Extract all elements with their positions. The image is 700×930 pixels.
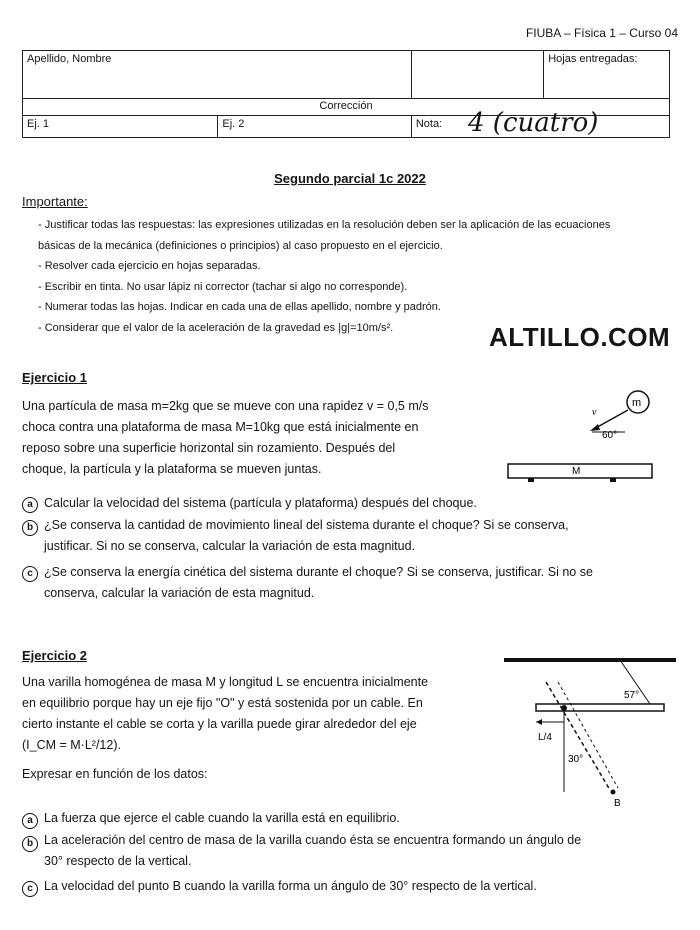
ex2-bullet-a: a — [22, 813, 38, 829]
ex1-item-b: ¿Se conserva la cantidad de movimiento lineal del sistema durante el choque? Si se conserva, justificar. Si no se conserva, calcular la variación de esta magnitud. — [44, 518, 569, 553]
ex2-figure — [500, 652, 680, 812]
course-header: FIUBA – Física 1 – Curso 04 — [525, 26, 678, 40]
ex2-bullet-c: c — [22, 881, 38, 897]
grade-handwritten: 4 (cuatro) — [468, 108, 599, 138]
ex2-fig-len: L/4 — [538, 732, 552, 743]
ex1-bullet-c: c — [22, 566, 38, 582]
ex2-item-b: La aceleración del centro de masa de la varilla cuando ésta se encuentra formando un ángulo de 30° respecto de la vertical. — [44, 833, 582, 868]
ex2-item-c: La velocidad del punto B cuando la varilla forma un ángulo de 30° respecto de la vertical. — [44, 879, 537, 893]
name-cell: Apellido, Nombre — [23, 51, 412, 99]
ex1-fig-m: m — [632, 397, 642, 409]
ex2-fig-angle2: 30° — [568, 754, 584, 765]
ex1-bullet-b: b — [22, 520, 38, 536]
grade-cell: Nota: — [411, 116, 669, 138]
ex1-fig-M: M — [572, 466, 581, 477]
ej2-cell: Ej. 2 — [218, 116, 411, 138]
ex1-heading: Ejercicio 1 — [22, 370, 88, 385]
correction-label: Corrección — [23, 99, 670, 116]
ex1-item-c: ¿Se conserva la energía cinética del sistema durante el choque? Si se conserva, justificar. Si no se conserva, calcular la variación de esta magnitud. — [44, 565, 593, 600]
important-list — [38, 215, 610, 338]
ex1-item-a: Calcular la velocidad del sistema (partícula y plataforma) después del choque. — [44, 496, 477, 510]
sheets-cell: Hojas entregadas: — [544, 51, 670, 99]
important-line: - Justificar todas las respuestas: las expresiones utilizadas en la resolución deben ser la aplicación de las ecuaciones — [38, 219, 611, 231]
important-line: - Considerar que el valor de la aceleración de la gravedad es |g|=10m/s². — [38, 321, 394, 334]
exam-title: Segundo parcial 1c 2022 — [274, 171, 426, 186]
important-heading: Importante: — [22, 194, 88, 209]
ex2-heading: Ejercicio 2 — [22, 648, 88, 663]
important-line: - Escribir en tinta. No usar lápiz ni corrector (tachar si algo no corresponde). — [38, 280, 408, 293]
important-line: básicas de la mecánica (definiciones o principios) al caso propuesto en el ejercicio. — [38, 239, 443, 252]
ex1-statement: Una partícula de masa m=2kg que se mueve con una rapidez v = 0,5 m/s choca contra una plataforma de masa M=10kg que está inicialmente en reposo sobre una superficie horizontal sin rozamiento. Después del choque, la partícula y la plataforma se mueven juntas. — [22, 399, 429, 476]
blank-cell — [411, 51, 543, 99]
important-line: - Numerar todas las hojas. Indicar en cada una de ellas apellido, nombre y padrón. — [38, 301, 441, 313]
ex2-statement: Una varilla homogénea de masa M y longitud L se encuentra inicialmente en equilibrio porque hay un eje fijo "O" y está sostenida por un cable. En cierto instante el cable se corta y la varilla puede girar alrededor del eje (I_CM = M·L²/12). Expresar en función de los datos: — [22, 675, 429, 781]
ex2-bullet-b: b — [22, 836, 38, 852]
ex1-fig-angle: 60° — [602, 430, 618, 441]
ex1-fig-v: v — [592, 407, 597, 418]
important-line: - Resolver cada ejercicio en hojas separadas. — [38, 260, 261, 272]
ex2-fig-angle1: 57° — [624, 690, 640, 701]
ex1-figure — [500, 380, 680, 490]
ej1-cell: Ej. 1 — [23, 116, 218, 138]
ex2-fig-point: B — [614, 798, 621, 809]
ex2-item-a: La fuerza que ejerce el cable cuando la varilla está en equilibrio. — [44, 811, 400, 825]
ex1-bullet-a: a — [22, 497, 38, 513]
watermark: ALTILLO.COM — [489, 322, 671, 352]
